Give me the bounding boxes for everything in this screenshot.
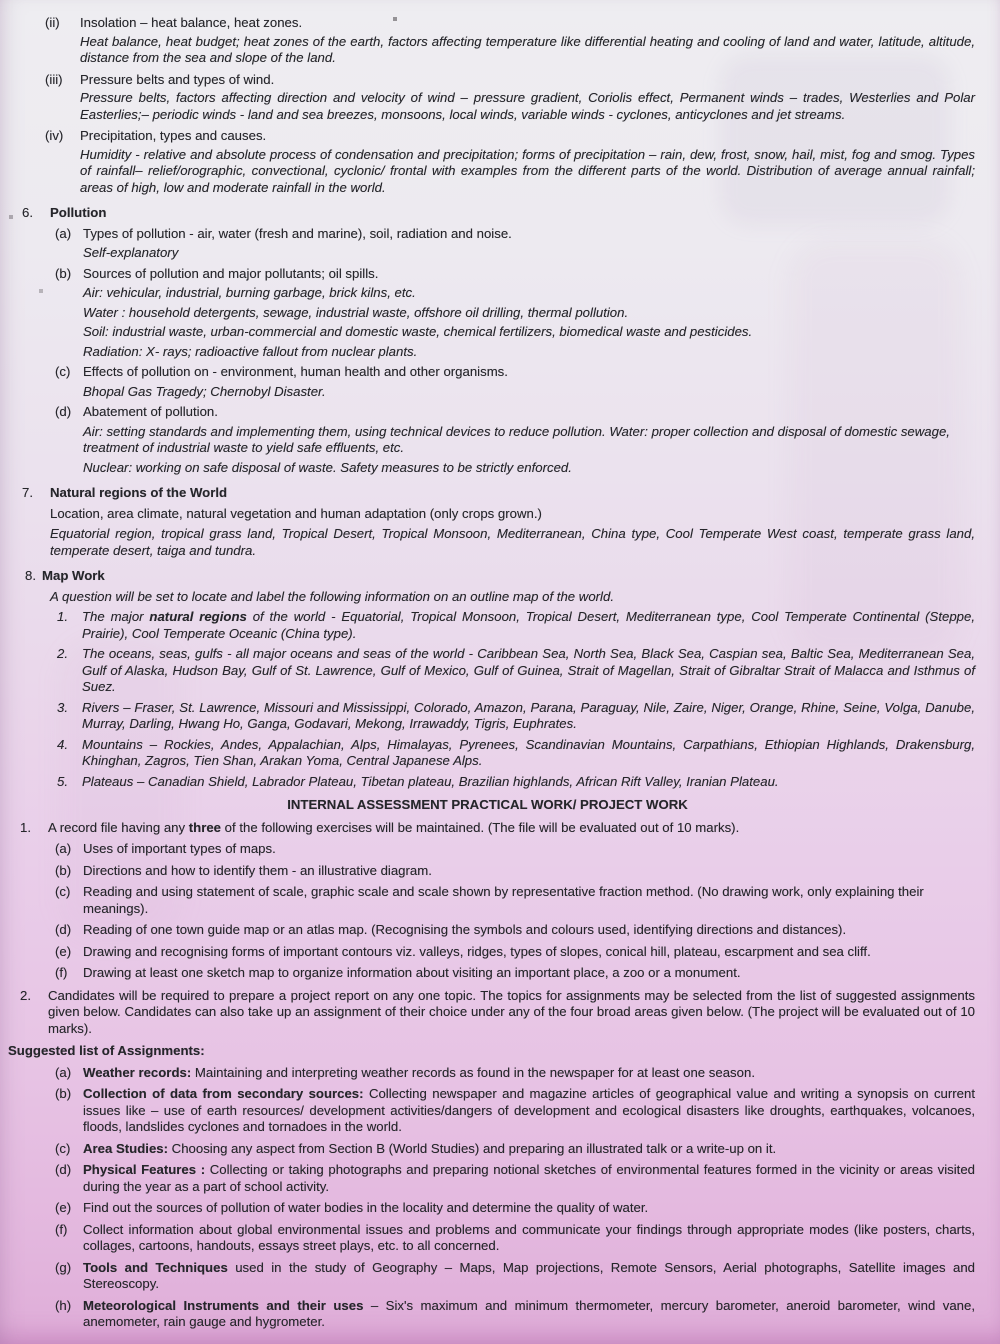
item-text <box>83 344 975 361</box>
item-label: (c) <box>55 884 71 899</box>
item-label: (b) <box>55 265 72 281</box>
item-text-main: Drawing at least one sketch map to organize information about visiting an important place, a zoo or a monument. <box>83 965 741 980</box>
doc-block <box>0 226 975 243</box>
item-text-main: Nuclear: working on safe disposal of waste. Safety measures to be strictly enforced. <box>83 459 572 475</box>
item-label: (d) <box>55 922 72 937</box>
item-text-main: Humidity - relative and absolute process of condensation and precipitation; forms of precipitation – rain, dew, frost, snow, hail, mist, fog and smog. Types of rainfall– relief/orographic, convectional, cyclonic/ frontal with examples from the different parts of the world. Distribution of average annual rainfall; areas of high, low and moderate rainfall in the world. <box>80 146 975 195</box>
item-text <box>50 485 975 502</box>
item-label: (b) <box>55 1086 72 1101</box>
item-text-main: Suggested list of Assignments: <box>8 1043 205 1058</box>
item-text-main: Types of pollution - air, water (fresh and marine), soil, radiation and noise. <box>83 225 512 241</box>
item-text <box>83 285 975 302</box>
doc-block <box>0 1298 975 1331</box>
item-text-main: – Six's maximum and minimum thermometer, mercury barometer, aneroid barometer, wind vane, anemometer, rain gauge and hygrometer. <box>83 1297 975 1329</box>
item-text <box>83 424 975 457</box>
doc-block <box>0 344 975 361</box>
item-text-main: Collecting newspaper and magazine articles of geographical value and writing a synopsis on current issues like – use of earth resources/ development activities/dangers of development and ecological disasters like droughts, earthquakes, volcanoes, floods, landslides cyclones and tornadoes in the world. <box>83 1086 975 1134</box>
item-text-main: INTERNAL ASSESSMENT PRACTICAL WORK/ PROJECT WORK <box>287 797 688 812</box>
item-label: (c) <box>55 1140 71 1156</box>
item-text <box>80 15 975 32</box>
item-text <box>50 205 975 222</box>
item-text <box>83 245 975 262</box>
item-text <box>50 589 975 606</box>
item-text <box>83 863 975 880</box>
item-text-main: Maintaining and interpreting weather records as found in the newspaper for at least one season. <box>191 1064 755 1080</box>
item-text <box>83 364 975 381</box>
item-text <box>83 841 975 858</box>
item-text-pre: A record file having any <box>48 819 189 835</box>
item-text <box>80 147 975 197</box>
doc-block <box>0 774 975 791</box>
item-label: (iv) <box>45 128 64 143</box>
doc-block <box>0 72 975 89</box>
doc-block <box>0 266 975 283</box>
item-label: (a) <box>55 1064 72 1080</box>
item-text <box>50 506 975 523</box>
item-text <box>83 884 975 917</box>
item-text <box>83 305 975 322</box>
doc-block <box>0 965 975 982</box>
item-text-main: Pressure belts and types of wind. <box>80 71 275 87</box>
doc-block <box>0 384 975 401</box>
item-label: 4. <box>57 736 68 752</box>
item-text <box>83 384 975 401</box>
item-text <box>50 526 975 559</box>
item-text <box>83 1141 975 1158</box>
item-text <box>83 1162 975 1195</box>
item-text <box>80 34 975 67</box>
item-text-main: A question will be set to locate and label the following information on an outline map of the world. <box>50 588 614 604</box>
item-text-main: Plateaus – Canadian Shield, Labrador Plateau, Tibetan plateau, Brazilian highlands, African Rift Valley, Iranian Plateau. <box>82 773 779 789</box>
doc-block <box>0 245 975 262</box>
item-text-main: Natural regions of the World <box>50 485 228 500</box>
doc-block <box>0 364 975 381</box>
item-text <box>82 646 975 696</box>
item-label: 1. <box>57 609 68 624</box>
item-text <box>83 1065 975 1082</box>
item-text <box>8 1043 975 1060</box>
item-label: 1. <box>20 819 31 835</box>
item-text <box>82 609 975 642</box>
item-label: (ii) <box>45 15 60 30</box>
item-label: (a) <box>55 841 72 856</box>
doc-block <box>0 205 975 222</box>
doc-block <box>0 568 975 585</box>
item-text-main: Mountains – Rockies, Andes, Appalachian, Alps, Himalayas, Pyrenees, Scandinavian Mountains, Carpathians, Ethiopian Highlands, Drakensburg, Khinghan, Zagros, Tien Shan, Arakan Yoma, Central Japanese Alps. <box>82 736 975 768</box>
item-text-bold: natural regions <box>149 609 247 624</box>
item-text-main: Soil: industrial waste, urban-commercial and domestic waste, chemical fertilizers, biomedical waste and pesticides. <box>83 324 753 339</box>
item-text <box>80 128 975 145</box>
item-text-main: Precipitation, types and causes. <box>80 128 267 143</box>
item-label: 3. <box>57 699 68 715</box>
doc-block <box>0 305 975 322</box>
item-label: (g) <box>55 1259 72 1275</box>
doc-block <box>0 1065 975 1082</box>
item-label: (c) <box>55 364 71 379</box>
item-text-main: Insolation – heat balance, heat zones. <box>80 15 303 30</box>
doc-block <box>0 988 975 1038</box>
item-text <box>48 988 975 1038</box>
item-text-bold: Tools and Techniques <box>83 1259 228 1275</box>
item-text-main: Collecting or taking photographs and preparing notional sketches of environmental features formed in the vicinity or areas visited during the year as a part of school activity. <box>83 1162 975 1194</box>
doc-block <box>0 922 975 939</box>
item-text <box>83 460 975 477</box>
item-text <box>83 1086 975 1136</box>
doc-block <box>0 863 975 880</box>
item-text-main: Effects of pollution on - environment, human health and other organisms. <box>83 364 508 379</box>
doc-block <box>0 90 975 123</box>
item-label: 2. <box>57 646 68 661</box>
item-text-main: Heat balance, heat budget; heat zones of the earth, factors affecting temperature like differential heating and cooling of land and water, latitude, altitude, distance from the sea and slope of the land. <box>80 33 975 65</box>
item-text-bold: Weather records: <box>83 1064 192 1080</box>
doc-block <box>0 128 975 145</box>
item-text-bold: Collection of data from secondary sources: <box>83 1086 364 1101</box>
doc-block <box>0 404 975 421</box>
doc-block <box>0 526 975 559</box>
item-text <box>83 404 975 421</box>
item-label: (d) <box>55 1162 72 1177</box>
doc-block <box>0 884 975 917</box>
item-text-bold: Area Studies: <box>83 1140 169 1156</box>
item-text <box>83 1298 975 1331</box>
item-label: (b) <box>55 862 72 878</box>
doc-block <box>0 1260 975 1293</box>
item-text <box>83 1260 975 1293</box>
item-label: 6. <box>22 205 33 220</box>
item-label: (a) <box>55 225 72 241</box>
item-text <box>83 922 975 939</box>
item-text <box>80 72 975 89</box>
item-text <box>0 797 975 814</box>
doc-block <box>0 1141 975 1158</box>
item-text <box>83 266 975 283</box>
item-text <box>42 568 975 585</box>
item-text <box>83 1222 975 1255</box>
item-text-main: Self-explanatory <box>83 245 179 260</box>
doc-block <box>0 841 975 858</box>
item-text-main: Collect information about global environmental issues and problems and communicate your findings through appropriate modes (like posters, charts, collages, cartoons, handouts, essays street plays, etc. to all concerned. <box>83 1221 975 1253</box>
doc-block <box>0 820 975 837</box>
item-text-main: Candidates will be required to prepare a project report on any one topic. The topics for assignments may be selected from the list of suggested assignments given below. Candidates can also take up an assignment of their choice under any of the four broad areas given below. (The project will be evaluated out of 10 marks). <box>48 987 975 1036</box>
doc-block <box>0 485 975 502</box>
item-text-main: Water : household detergents, sewage, industrial waste, offshore oil drilling, thermal pollution. <box>83 304 629 320</box>
doc-block <box>0 944 975 961</box>
item-label: (e) <box>55 1200 72 1215</box>
item-label: (iii) <box>45 71 63 87</box>
doc-block <box>0 589 975 606</box>
item-text-main: Map Work <box>42 568 105 583</box>
item-text-pre: The major <box>82 609 150 624</box>
item-text-bold: Physical Features : <box>83 1162 206 1177</box>
doc-block <box>0 460 975 477</box>
item-text-main: of the following exercises will be maintained. (The file will be evaluated out of 10 marks). <box>221 819 740 835</box>
item-text <box>80 90 975 123</box>
item-text-bold: three <box>188 819 221 835</box>
item-text <box>83 944 975 961</box>
doc-block <box>0 15 975 32</box>
doc-block <box>0 797 975 814</box>
item-text-main: Air: setting standards and implementing them, using technical devices to reduce pollution. Water: proper collection and disposal of domestic sewage, treatment of industrial waste to yield safe effluents, etc. <box>83 423 950 455</box>
item-text-bold: Meteorological Instruments and their uses <box>83 1297 364 1313</box>
doc-block <box>0 737 975 770</box>
item-text-main: Air: vehicular, industrial, burning garbage, brick kilns, etc. <box>83 285 416 300</box>
item-text-main: Pressure belts, factors affecting direction and velocity of wind – pressure gradient, Coriolis effect, Permanent winds – trades, Westerlies and Polar Easterlies;– periodic winds - land and sea breezes, monsoons, local winds, variable winds - cyclones, anticyclones and jet streams. <box>80 90 975 122</box>
item-text-main: Rivers – Fraser, St. Lawrence, Missouri and Mississippi, Colorado, Amazon, Parana, Paraguay, Nile, Zaire, Niger, Orange, Rhine, Seine, Volga, Danube, Murray, Darling, Hwang Ho, Ganga, Godavari, Mekong, Irrawaddy, Tigris, Euphrates. <box>82 699 975 731</box>
doc-block <box>0 1222 975 1255</box>
doc-block <box>0 324 975 341</box>
item-text-main: Radiation: X- rays; radioactive fallout from nuclear plants. <box>83 343 418 359</box>
item-text <box>82 774 975 791</box>
item-text-main: Bhopal Gas Tragedy; Chernobyl Disaster. <box>83 383 326 399</box>
item-text-main: Equatorial region, tropical grass land, Tropical Desert, Tropical Monsoon, Mediterranean, China type, Cool Temperate West coast, temperate grass land, temperate desert, taiga and tundra. <box>50 526 975 558</box>
item-text-main: Reading and using statement of scale, graphic scale and scale shown by representative fraction method. (No drawing work, only explaining their meanings). <box>83 884 924 916</box>
item-label: (d) <box>55 404 72 419</box>
item-text <box>82 737 975 770</box>
item-label: (h) <box>55 1297 72 1313</box>
item-label: 5. <box>57 773 68 789</box>
item-text-main: Choosing any aspect from Section B (World Studies) and preparing an illustrated talk or a write-up on it. <box>168 1140 777 1156</box>
doc-block <box>0 506 975 523</box>
item-text-main: Drawing and recognising forms of important contours viz. valleys, ridges, types of slopes, conical hill, plateau, escarpment and sea cliff. <box>83 943 871 959</box>
item-label: (e) <box>55 943 72 959</box>
item-text <box>83 965 975 982</box>
item-label: (f) <box>55 1221 68 1237</box>
item-text-main: Reading of one town guide map or an atlas map. (Recognising the symbols and colours used, identifying directions and distances). <box>83 922 847 937</box>
item-text-main: Location, area climate, natural vegetation and human adaptation (only crops grown.) <box>50 505 542 521</box>
item-label: 7. <box>22 485 33 500</box>
item-text-main: Sources of pollution and major pollutants; oil spills. <box>83 265 379 281</box>
item-text-main: used in the study of Geography – Maps, Map projections, Remote Sensors, Aerial photographs, Satellite images and Stereoscopy. <box>83 1259 975 1291</box>
doc-block <box>0 1200 975 1217</box>
item-text-main: of the world - Equatorial, Tropical Monsoon, Tropical Desert, Mediterranean type, Cool Temperate Continental (Steppe, Prairie), Cool Temperate Oceanic (China type). <box>82 609 975 641</box>
doc-block <box>0 1162 975 1195</box>
item-text-main: Abatement of pollution. <box>83 404 218 419</box>
item-label: (f) <box>55 965 68 980</box>
doc-block <box>0 700 975 733</box>
item-text-main: Pollution <box>50 205 107 220</box>
item-text-main: The oceans, seas, gulfs - all major oceans and seas of the world - Caribbean Sea, North Sea, Black Sea, Caspian sea, Baltic Sea, Mediterranean Sea, Gulf of Alaska, Hudson Bay, Gulf of St. Lawrence, Gulf of Mexico, Gulf of Guinea, Strait of Magellan, Strait of Gibraltar Strait of Malacca and Isthmus of Suez. <box>82 646 975 694</box>
doc-block <box>0 147 975 197</box>
doc-block <box>0 285 975 302</box>
doc-block <box>0 609 975 642</box>
doc-block <box>0 646 975 696</box>
item-text <box>82 700 975 733</box>
item-text-main: Find out the sources of pollution of water bodies in the locality and determine the quality of water. <box>83 1200 649 1215</box>
item-text <box>48 820 975 837</box>
item-label: 8. <box>25 568 36 583</box>
item-text <box>83 226 975 243</box>
item-text <box>83 324 975 341</box>
doc-block <box>0 1086 975 1136</box>
item-text <box>83 1200 975 1217</box>
doc-block <box>0 34 975 67</box>
doc-block <box>0 424 975 457</box>
item-text-main: Uses of important types of maps. <box>83 841 276 856</box>
item-text-main: Directions and how to identify them - an illustrative diagram. <box>83 862 432 878</box>
item-label: 2. <box>20 987 31 1003</box>
doc-block <box>0 1043 975 1060</box>
